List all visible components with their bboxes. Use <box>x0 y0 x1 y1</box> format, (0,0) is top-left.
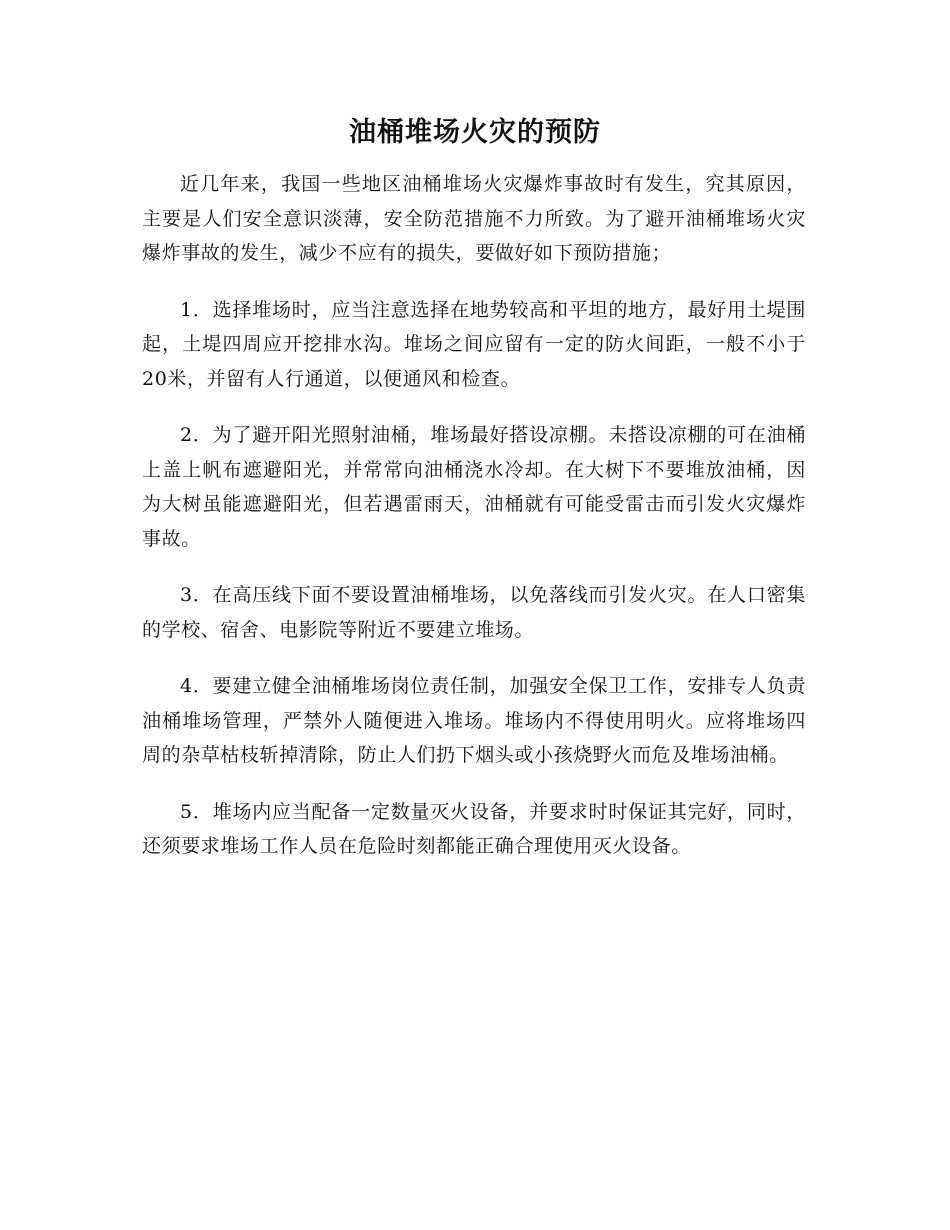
document-body <box>142 167 806 886</box>
measure-item-3: 3．在高压线下面不要设置油桶堆场，以免落线而引发火灾。在人口密集的学校、宿舍、电影院等附近不要建立堆场。 <box>142 584 806 641</box>
measure-item-4: 4．要建立健全油桶堆场岗位责任制，加强安全保卫工作，安排专人负责油桶堆场管理，严禁外人随便进入堆场。堆场内不得使用明火。应将堆场四周的杂草枯枝斩掉清除，防止人们扔下烟头或小孩烧野火而危及堆场油桶。 <box>142 675 806 766</box>
measure-item-2: 2．为了避开阳光照射油桶，堆场最好搭设凉棚。未搭设凉棚的可在油桶上盖上帆布遮避阳光，并常常向油桶浇水冷却。在大树下不要堆放油桶，因为大树虽能遮避阳光，但若遇雷雨天，油桶就有可能受雷击而引发火灾爆炸事故。 <box>142 424 806 550</box>
document-title: 油桶堆场火灾的预防 <box>349 117 601 148</box>
measure-item-1: 1．选择堆场时，应当注意选择在地势较高和平坦的地方，最好用土堤围起，土堤四周应开挖排水沟。堆场之间应留有一定的防火间距，一般不小于20米，并留有人行通道，以便通风和检查。 <box>142 298 806 390</box>
measure-item-5: 5．堆场内应当配备一定数量灭火设备，并要求时时保证其完好，同时，还须要求堆场工作人员在危险时刻都能正确合理使用灭火设备。 <box>142 800 806 857</box>
intro-paragraph: 近几年来，我国一些地区油桶堆场火灾爆炸事故时有发生，究其原因，主要是人们安全意识淡薄，安全防范措施不力所致。为了避开油桶堆场火灾爆炸事故的发生，减少不应有的损失，要做好如下预防措施； <box>142 173 806 264</box>
